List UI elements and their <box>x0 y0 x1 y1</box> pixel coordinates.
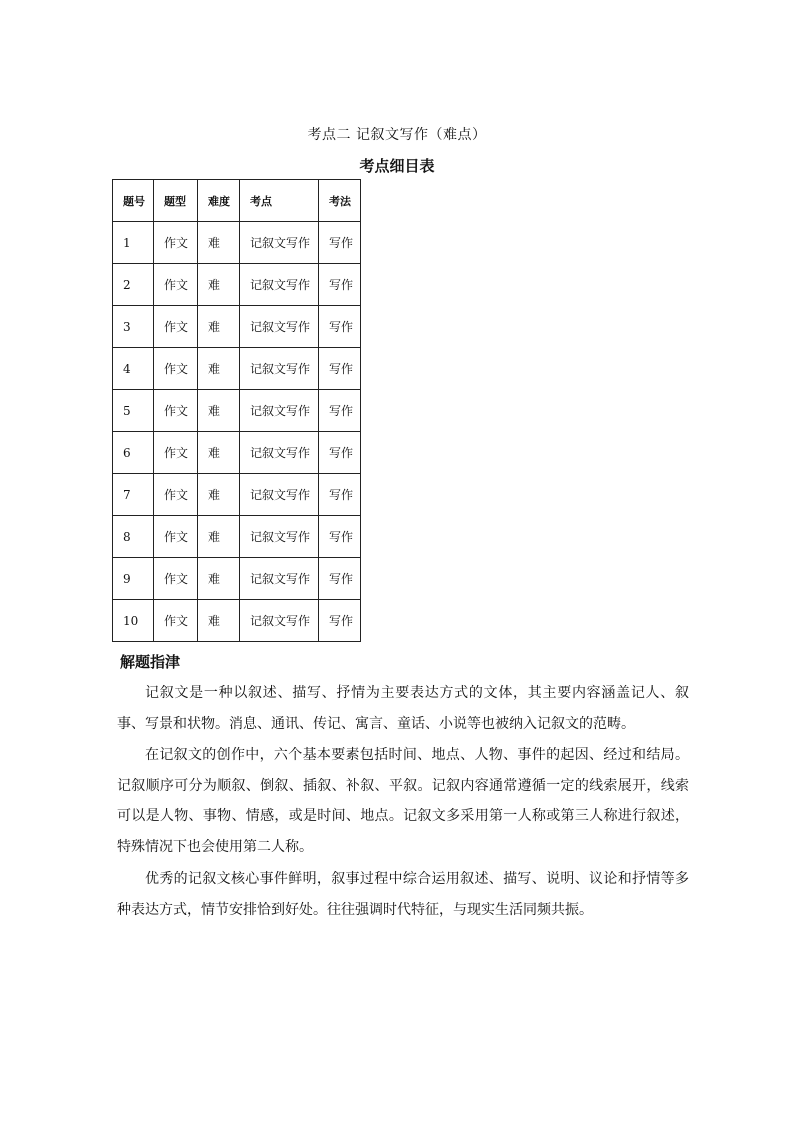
header-type: 题型 <box>154 180 198 222</box>
cell-difficulty: 难 <box>198 558 240 600</box>
cell-method: 写作 <box>319 432 361 474</box>
table-row <box>113 222 361 264</box>
cell-type: 作文 <box>154 306 198 348</box>
cell-type: 作文 <box>154 474 198 516</box>
table-row <box>113 558 361 600</box>
paragraph-3 <box>117 864 689 925</box>
table-header-row <box>113 180 361 222</box>
cell-method: 写作 <box>319 600 361 642</box>
table-row <box>113 348 361 390</box>
cell-number: 1 <box>113 222 154 264</box>
cell-difficulty: 难 <box>198 306 240 348</box>
cell-difficulty: 难 <box>198 390 240 432</box>
cell-type: 作文 <box>154 390 198 432</box>
cell-number: 4 <box>113 348 154 390</box>
table-row <box>113 432 361 474</box>
cell-point: 记叙文写作 <box>240 516 319 558</box>
header-number: 题号 <box>113 180 154 222</box>
cell-difficulty: 难 <box>198 474 240 516</box>
cell-number: 8 <box>113 516 154 558</box>
paragraph-text: 优秀的记叙文核心事件鲜明，叙事过程中综合运用叙述、描写、说明、议论和抒情等多种表达方式，情节安排恰到好处。往往强调时代特征，与现实生活同频共振。 <box>117 871 689 918</box>
cell-difficulty: 难 <box>198 348 240 390</box>
paragraph-text: 记叙文是一种以叙述、描写、抒情为主要表达方式的文体，其主要内容涵盖记人、叙事、写景和状物。消息、通讯、传记、寓言、童话、小说等也被纳入记叙文的范畴。 <box>117 685 689 732</box>
cell-type: 作文 <box>154 558 198 600</box>
paragraph-text: 在记叙文的创作中，六个基本要素包括时间、地点、人物、事件的起因、经过和结局。记叙顺序可分为顺叙、倒叙、插叙、补叙、平叙。记叙内容通常遵循一定的线索展开，线索可以是人物、事物、情感，或是时间、地点。记叙文多采用第一人称或第三人称进行叙述，特殊情况下也会使用第二人称。 <box>117 747 689 855</box>
cell-difficulty: 难 <box>198 222 240 264</box>
cell-method: 写作 <box>319 264 361 306</box>
section-subtitle: 解题指津 <box>120 653 181 671</box>
table-row <box>113 264 361 306</box>
cell-point: 记叙文写作 <box>240 348 319 390</box>
cell-point: 记叙文写作 <box>240 222 319 264</box>
header-difficulty: 难度 <box>198 180 240 222</box>
cell-number: 10 <box>113 600 154 642</box>
section-heading: 考点二 记叙文写作（难点） <box>307 127 487 143</box>
cell-number: 5 <box>113 390 154 432</box>
table-body <box>113 222 361 642</box>
cell-method: 写作 <box>319 390 361 432</box>
cell-method: 写作 <box>319 222 361 264</box>
cell-method: 写作 <box>319 306 361 348</box>
paragraph-2 <box>117 740 689 862</box>
cell-difficulty: 难 <box>198 264 240 306</box>
cell-point: 记叙文写作 <box>240 432 319 474</box>
cell-type: 作文 <box>154 516 198 558</box>
cell-method: 写作 <box>319 348 361 390</box>
header-point: 考点 <box>240 180 319 222</box>
cell-difficulty: 难 <box>198 516 240 558</box>
paragraph-1 <box>117 678 689 739</box>
cell-method: 写作 <box>319 558 361 600</box>
header-method: 考法 <box>319 180 361 222</box>
table-title: 考点细目表 <box>359 157 435 175</box>
cell-point: 记叙文写作 <box>240 390 319 432</box>
cell-point: 记叙文写作 <box>240 558 319 600</box>
cell-number: 6 <box>113 432 154 474</box>
cell-point: 记叙文写作 <box>240 306 319 348</box>
table-row <box>113 306 361 348</box>
cell-point: 记叙文写作 <box>240 600 319 642</box>
cell-number: 3 <box>113 306 154 348</box>
cell-number: 9 <box>113 558 154 600</box>
table-row <box>113 390 361 432</box>
cell-difficulty: 难 <box>198 432 240 474</box>
cell-type: 作文 <box>154 432 198 474</box>
cell-method: 写作 <box>319 474 361 516</box>
cell-type: 作文 <box>154 264 198 306</box>
exam-point-table <box>112 179 361 642</box>
table-row <box>113 600 361 642</box>
cell-type: 作文 <box>154 600 198 642</box>
cell-point: 记叙文写作 <box>240 264 319 306</box>
cell-number: 7 <box>113 474 154 516</box>
cell-type: 作文 <box>154 348 198 390</box>
table-row <box>113 474 361 516</box>
cell-difficulty: 难 <box>198 600 240 642</box>
table-row <box>113 516 361 558</box>
cell-method: 写作 <box>319 516 361 558</box>
cell-number: 2 <box>113 264 154 306</box>
cell-point: 记叙文写作 <box>240 474 319 516</box>
cell-type: 作文 <box>154 222 198 264</box>
